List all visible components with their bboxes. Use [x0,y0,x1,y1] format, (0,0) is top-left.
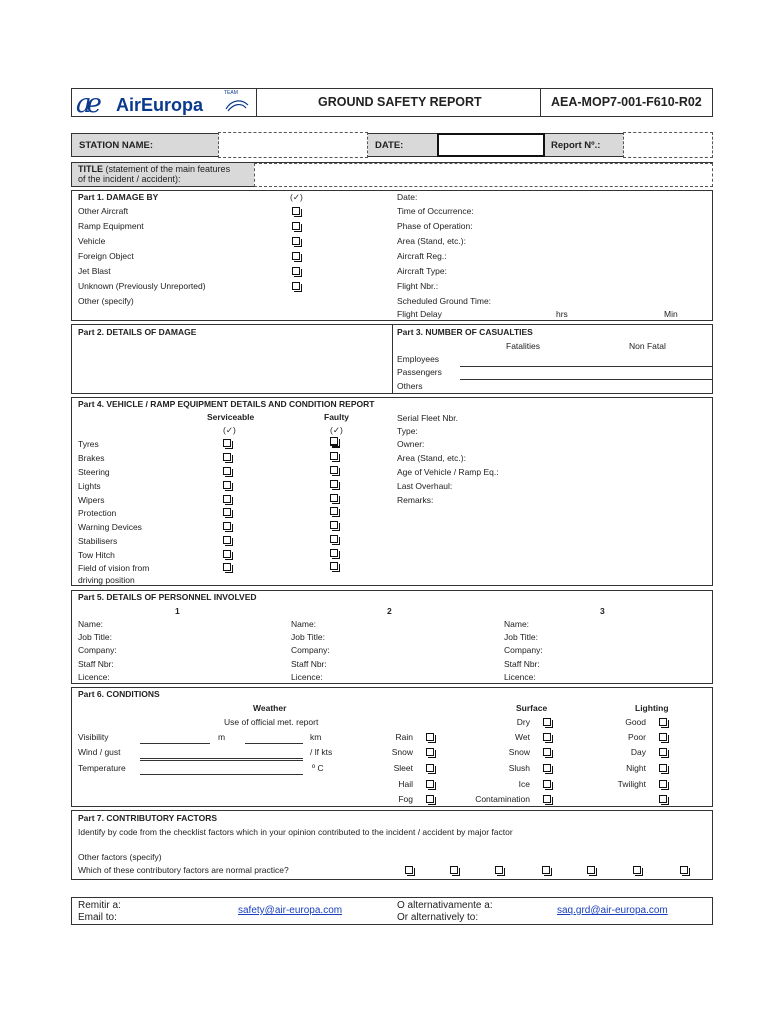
wind-unit: / lf kts [310,747,333,757]
surface-checkbox-2[interactable] [543,748,551,756]
team-swirl-icon [224,97,250,113]
other-factors-label: Other factors (specify) [78,852,162,862]
serviceable-header: Serviceable [207,412,255,422]
surface-checkbox-3[interactable] [543,764,551,772]
station-name-input[interactable] [218,132,368,158]
vehicle-item-7: Stabilisers [78,536,118,546]
normal-practice-checkbox-6[interactable] [680,866,688,874]
report-title: GROUND SAFETY REPORT [318,95,482,109]
station-label: STATION NAME: [79,140,154,151]
vehicle-item-3: Lights [78,481,101,491]
faulty-checkbox-9[interactable] [330,562,338,570]
vehicle-field-1: Type: [397,426,418,436]
occurrence-field-1: Time of Occurrence: [397,206,474,216]
visibility-km-unit: km [310,732,322,742]
vehicle-field-4: Age of Vehicle / Ramp Eq.: [397,467,499,477]
surface-checkbox-1[interactable] [543,733,551,741]
occurrence-field-4: Aircraft Reg.: [397,251,447,261]
person-1-field-0: Name: [78,619,104,629]
precip-checkbox-2[interactable] [426,764,434,772]
damage-item-0: Other Aircraft [78,206,129,216]
part1-section [71,190,713,321]
surface-checkbox-5[interactable] [543,795,551,803]
normal-practice-checkbox-2[interactable] [495,866,503,874]
serviceable-check-header: (✓) [223,425,236,435]
report-number-input[interactable] [623,132,713,158]
vehicle-item-5: Protection [78,508,117,518]
lighting-checkbox-3[interactable] [659,764,667,772]
date-label: DATE: [375,140,404,151]
part6-heading: Part 6. CONDITIONS [78,689,160,699]
person-1-field-2: Company: [78,645,117,655]
vehicle-field-5: Last Overhaul: [397,481,453,491]
person-3-field-2: Company: [504,645,543,655]
normal-practice-checkbox-0[interactable] [405,866,413,874]
alternative-email-link[interactable]: saq.grd@air-europa.com [557,905,668,916]
person-col-2: 2 [387,606,392,616]
nonfatal-header: Non Fatal [629,341,666,351]
damage-checkbox-0[interactable] [292,207,300,215]
faulty-checkbox-8[interactable] [330,549,338,557]
person-2-field-4: Licence: [291,672,323,682]
report-no-label: Report Nº.: [551,140,601,151]
person-1-field-1: Job Title: [78,632,113,642]
serviceable-checkbox-5[interactable] [223,508,231,516]
visibility-km-line[interactable] [245,743,303,744]
visibility-m-line[interactable] [140,743,210,744]
damage-checkbox-1[interactable] [292,222,300,230]
person-1-field-3: Staff Nbr: [78,659,114,669]
occurrence-field-7: Scheduled Ground Time: [397,296,492,306]
logo-mark-icon: ae [76,89,97,119]
precip-checkbox-0[interactable] [426,733,434,741]
vehicle-field-0: Serial Fleet Nbr. [397,413,458,423]
precip-item-4: Fog [398,794,413,804]
surface-checkbox-0[interactable] [543,718,551,726]
vehicle-item-10: driving position [78,575,135,585]
lighting-checkbox-2[interactable] [659,748,667,756]
casualty-others: Others [397,381,423,391]
temperature-label: Temperature [78,763,126,773]
normal-practice-checkbox-1[interactable] [450,866,458,874]
casualty-passengers: Passengers [397,367,442,377]
person-col-3: 3 [600,606,605,616]
lighting-checkbox-1[interactable] [659,733,667,741]
serviceable-checkbox-2[interactable] [223,467,231,475]
serviceable-checkbox-3[interactable] [223,481,231,489]
person-3-field-1: Job Title: [504,632,539,642]
vehicle-item-1: Brakes [78,453,105,463]
vehicle-item-0: Tyres [78,439,99,449]
person-col-1: 1 [175,606,180,616]
lighting-item-3: Night [626,763,646,773]
part1-heading: Part 1. DAMAGE BY [78,192,159,202]
part5-section [71,590,713,684]
surface-item-4: Ice [518,779,530,789]
form-code: AEA-MOP7-001-F610-R02 [551,95,702,109]
faulty-checkbox-1[interactable] [330,452,338,460]
team-badge: TEAM [224,90,238,96]
surface-item-3: Slush [508,763,530,773]
occurrence-field-8: Flight Delay [397,309,442,319]
damage-item-2: Vehicle [78,236,106,246]
visibility-m-unit: m [218,732,226,742]
met-report-note: Use of official met. report [224,717,319,727]
surface-checkbox-4[interactable] [543,780,551,788]
faulty-checkbox-header[interactable] [330,437,338,445]
normal-practice-label: Which of these contributory factors are normal practice? [78,865,289,875]
date-input[interactable] [437,133,545,157]
vehicle-field-3: Area (Stand, etc.): [397,453,466,463]
lighting-item-4: Twilight [617,779,646,789]
vehicle-item-8: Tow Hitch [78,550,115,560]
lighting-item-2: Day [630,747,646,757]
person-2-field-3: Staff Nbr: [291,659,327,669]
faulty-check-header: (✓) [330,425,343,435]
precip-checkbox-3[interactable] [426,780,434,788]
fatalities-header: Fatalities [506,341,541,351]
occurrence-field-6: Flight Nbr.: [397,281,439,291]
lighting-item-1: Poor [628,732,646,742]
alternative-label: O alternativamente a: Or alternatively to: [397,900,493,923]
title-label: TITLE (statement of the main features of the incident / accident): [78,164,231,184]
normal-practice-checkbox-4[interactable] [587,866,595,874]
occurrence-field-3: Area (Stand, etc.): [397,236,466,246]
weather-header: Weather [253,703,287,713]
serviceable-checkbox-8[interactable] [223,550,231,558]
casualty-line-2 [460,379,713,380]
person-3-field-4: Licence: [504,672,536,682]
wind-line[interactable] [140,758,303,759]
surface-header: Surface [516,703,548,713]
surface-item-1: Wet [515,732,530,742]
flight-delay-hrs: hrs [556,309,568,319]
serviceable-checkbox-6[interactable] [223,522,231,530]
serviceable-checkbox-7[interactable] [223,536,231,544]
lighting-checkbox-4[interactable] [659,780,667,788]
precip-item-3: Hail [398,779,413,789]
damage-checkbox-5[interactable] [292,282,300,290]
part5-heading: Part 5. DETAILS OF PERSONNEL INVOLVED [78,592,257,602]
casualty-employees: Employees [397,354,440,364]
precip-item-2: Sleet [393,763,413,773]
remit-label: Remitir a: Email to: [78,900,121,923]
vehicle-item-6: Warning Devices [78,522,142,532]
vehicle-field-6: Remarks: [397,495,434,505]
occurrence-field-0: Date: [397,192,418,202]
faulty-checkbox-6[interactable] [330,521,338,529]
person-3-field-3: Staff Nbr: [504,659,540,669]
temperature-line-top[interactable] [140,760,303,761]
part3-heading: Part 3. NUMBER OF CASUALTIES [397,327,533,337]
damage-item-6: Other (specify) [78,296,134,306]
brand-name: AirEuropa [116,95,204,115]
part2-heading: Part 2. DETAILS OF DAMAGE [78,327,197,337]
faulty-checkbox-3[interactable] [330,480,338,488]
visibility-label: Visibility [78,732,109,742]
precip-item-0: Rain [395,732,413,742]
part4-section [71,397,713,586]
serviceable-checkbox-0[interactable] [223,439,231,447]
precip-item-1: Snow [391,747,413,757]
damage-item-5: Unknown (Previously Unreported) [78,281,206,291]
part1-check-header: (✓) [290,192,303,202]
temperature-unit: º C [312,763,324,773]
surface-item-0: Dry [516,717,530,727]
person-2-field-2: Company: [291,645,330,655]
wind-label: Wind / gust [78,747,121,757]
flight-delay-min: Min [664,309,678,319]
air-europa-logo [76,89,252,119]
damage-checkbox-3[interactable] [292,252,300,260]
title-input[interactable] [254,163,713,187]
precip-checkbox-4[interactable] [426,795,434,803]
lighting-item-0: Good [625,717,646,727]
precip-checkbox-1[interactable] [426,748,434,756]
part4-heading: Part 4. VEHICLE / RAMP EQUIPMENT DETAILS AND CONDITION REPORT [78,399,375,409]
normal-practice-checkbox-5[interactable] [633,866,641,874]
vehicle-field-2: Owner: [397,439,425,449]
damage-checkbox-2[interactable] [292,237,300,245]
vehicle-item-2: Steering [78,467,110,477]
vehicle-item-9: Field of vision from [78,563,150,573]
header-logo-cell [71,88,257,117]
part7-heading: Part 7. CONTRIBUTORY FACTORS [78,813,218,823]
lighting-checkbox-5[interactable] [659,795,667,803]
serviceable-checkbox-9[interactable] [223,563,231,571]
occurrence-field-5: Aircraft Type: [397,266,447,276]
serviceable-checkbox-1[interactable] [223,453,231,461]
damage-item-4: Jet Blast [78,266,111,276]
person-2-field-1: Job Title: [291,632,326,642]
surface-item-5: Contamination [475,794,530,804]
lighting-checkbox-0[interactable] [659,718,667,726]
vehicle-item-4: Wipers [78,495,105,505]
lighting-header: Lighting [635,703,669,713]
normal-practice-checkbox-3[interactable] [542,866,550,874]
faulty-checkbox-2[interactable] [330,466,338,474]
damage-item-1: Ramp Equipment [78,221,144,231]
faulty-header: Faulty [324,412,350,422]
person-2-field-0: Name: [291,619,317,629]
damage-item-3: Foreign Object [78,251,134,261]
part7-description: Identify by code from the checklist factors which in your opinion contributed to the incident / accident by major factor [78,827,513,837]
faulty-checkbox-7[interactable] [330,535,338,543]
damage-checkbox-4[interactable] [292,267,300,275]
casualty-line-1 [460,366,713,367]
safety-email-link[interactable]: safety@air-europa.com [238,905,343,916]
faulty-checkbox-5[interactable] [330,507,338,515]
person-1-field-4: Licence: [78,672,110,682]
serviceable-checkbox-4[interactable] [223,495,231,503]
faulty-checkbox-4[interactable] [330,494,338,502]
temperature-line[interactable] [140,774,303,775]
surface-item-2: Snow [508,747,530,757]
person-3-field-0: Name: [504,619,530,629]
occurrence-field-2: Phase of Operation: [397,221,473,231]
